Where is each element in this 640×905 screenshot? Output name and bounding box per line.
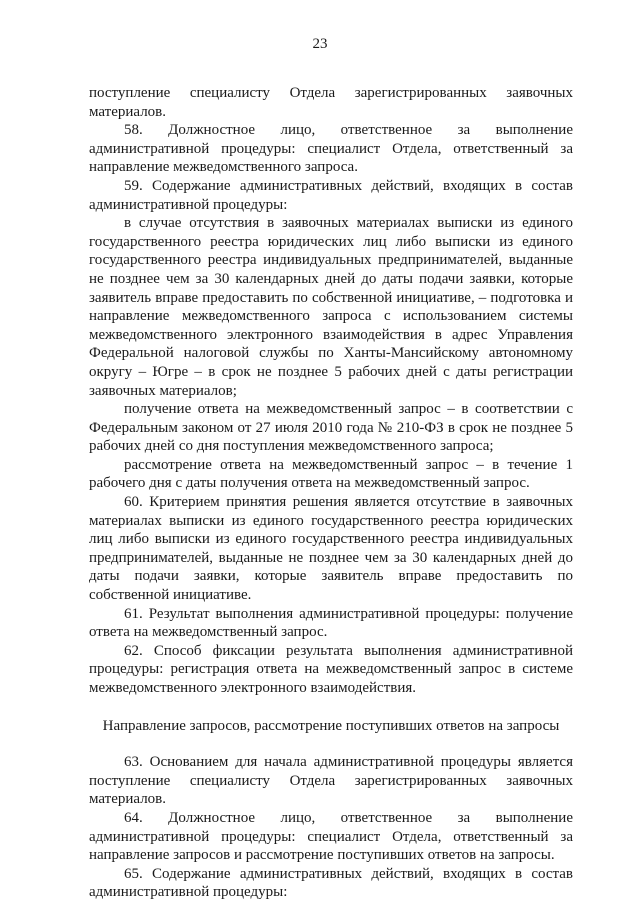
paragraph-65: 65. Содержание административных действий, входящих в состав административной процедуры: — [89, 865, 573, 901]
paragraph-59-item-3: рассмотрение ответа на межведомственный запрос – в течение 1 рабочего дня с даты получения ответа на межведомственный запрос. — [89, 456, 573, 492]
paragraph-58: 58. Должностное лицо, ответственное за выполнение административной процедуры: специалист Отдела, ответственный за направление межведомственного запроса. — [89, 122, 573, 176]
paragraph-63: 63. Основанием для начала административной процедуры является поступление специалисту Отдела зарегистрированных заявочных материалов. — [89, 754, 573, 808]
paragraph-62: 62. Способ фиксации результата выполнения административной процедуры: регистрация ответа на межведомственный запрос в системе межведомственного электронного взаимодействия. — [89, 642, 573, 696]
document-body — [89, 84, 573, 902]
section-heading: Направление запросов, рассмотрение поступивших ответов на запросы — [102, 717, 560, 734]
paragraph-59: 59. Содержание административных действий, входящих в состав административной процедуры: — [89, 177, 573, 213]
page-number: 23 — [312, 36, 328, 52]
paragraph-60: 60. Критерием принятия решения является отсутствие в заявочных материалах выписки из единого государственного реестра юридических лиц либо выписки из единого государственного реестра индивидуальных предпринимателей, выданные не позднее чем за 30 календарных дней до даты подачи заявки, которые заявитель вправе предоставить по собственной инициативе. — [89, 494, 573, 604]
paragraph-61: 61. Результат выполнения административной процедуры: получение ответа на межведомственный запрос. — [89, 605, 573, 641]
paragraph: поступление специалисту Отдела зарегистрированных заявочных материалов. — [89, 85, 573, 120]
paragraph-59-item-1: в случае отсутствия в заявочных материалах выписки из единого государственного реестра юридических лиц либо выписки из единого государственного реестра индивидуальных предпринимателей, выданные не позднее чем за 30 календарных дней до даты подачи заявки, которые заявитель вправе предоставить по собственной инициативе, – подготовка и направление межведомственного запроса с использованием системы межведомственного электронного взаимодействия в адрес Управления Федеральной налоговой службы по Ханты-Мансийскому автономному округу – Югре – в срок не позднее 5 рабочих дней с даты регистрации заявочных материалов; — [89, 215, 573, 399]
paragraph-59-item-2: получение ответа на межведомственный запрос – в соответствии с Федеральным законом от 27 июля 2010 года № 210-ФЗ в срок не позднее 5 рабочих дней со дня поступления межведомственного запроса; — [89, 401, 573, 455]
paragraph-64: 64. Должностное лицо, ответственное за выполнение административной процедуры: специалист Отдела, ответственный за направление запросов и рассмотрение поступивших ответов на запросы. — [89, 809, 573, 864]
